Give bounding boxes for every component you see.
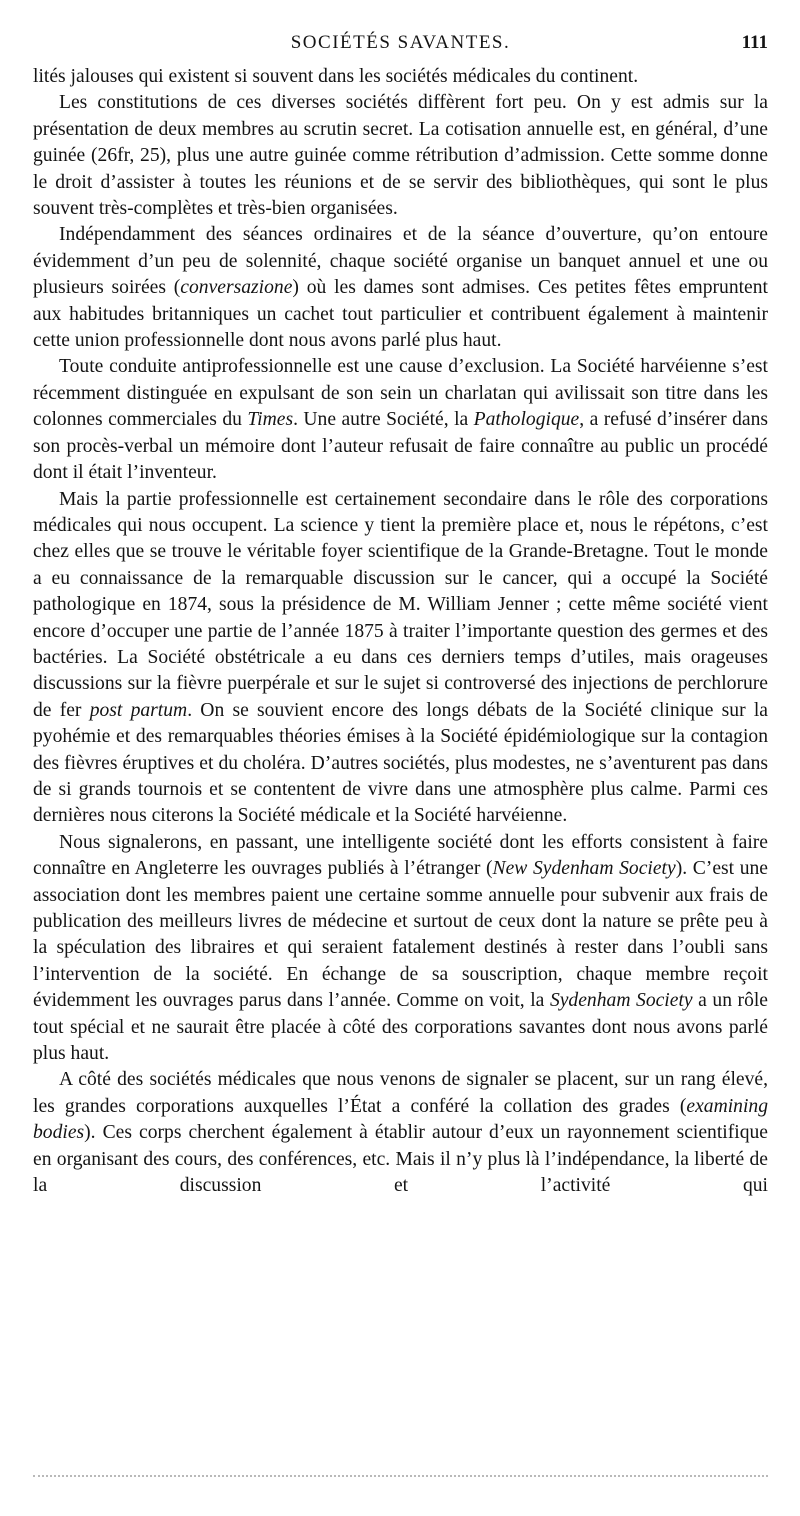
page-number: 111 [741,32,768,53]
italic-term: New Sydenham Society [492,858,676,880]
paragraph-continued: lités jalouses qui existent si souvent dans les sociétés médicales du continent. [33,66,639,87]
italic-term: post partum [89,699,188,721]
italic-term: Sydenham Society [549,990,693,1012]
italic-term: conversazione [180,277,293,299]
footer-dotted-rule [33,1475,768,1481]
italic-term: examining bodies [33,1095,768,1144]
paragraph-examining-bodies: A côté des sociétés médicales que nous venons de signaler se placent, sur un rang élevé, les grandes corporations auxquelles l’État a conféré la collation des grades (examining bodies). Ces corps cherchent également à établir autour d’eux un rayonnement scientifique en organisant des cours, des conférences, etc. Mais il n’y plus là l’indépendance, la liberté de la discussion et l’activité qui [33,1069,768,1197]
running-header [33,26,768,60]
page [33,26,768,1199]
paragraph-constitutions: Les constitutions de ces diverses sociétés diffèrent fort peu. On y est admis sur la présentation de deux membres au scrutin secret. La cotisation annuelle est, en général, d’une guinée (26fr, 25), plus une autre guinée comme rétribution d’admission. Cette somme donne le droit d’assister à toutes les réunions et de se servir des bibliothèques, qui sont le plus souvent très-complètes et très-bien organisées. [33,92,768,220]
body-text [33,64,768,1199]
italic-term: Pathologique [473,409,580,431]
paragraph-banquet: Indépendamment des séances ordinaires et de la séance d’ouverture, qu’on entoure évidemment d’un peu de solennité, chaque société organise un banquet annuel et une ou plusieurs soirées (conversazione) où les dames sont admises. Ces petites fêtes empruntent aux habitudes britanniques un cachet tout particulier et contribuent également à maintenir cette union professionnelle dont nous avons parlé plus haut. [33,224,768,352]
paragraph-sydenham: Nous signalerons, en passant, une intelligente société dont les efforts consistent à faire connaître en Angleterre les ouvrages publiés à l’étranger (New Sydenham Society). C’est une association dont les membres paient une certaine somme annuelle pour subvenir aux frais de publication des meilleurs livres de médecine et surtout de ceux dont la nature se prête peu à la spéculation des libraires et qui seraient fatalement destinés à rester dans l’oubli sans l’intervention de la société. En échange de sa souscription, chaque membre reçoit évidemment les ouvrages parus dans l’année. Comme on voit, la Sydenham Society a un rôle tout spécial et ne saurait être placée à côté des corporations savantes dont nous avons parlé plus haut. [33,831,769,1065]
running-title: SOCIÉTÉS SAVANTES. [290,32,511,53]
paragraph-exclusion: Toute conduite antiprofessionnelle est une cause d’exclusion. La Société harvéienne s’est récemment distinguée en expulsant de son sein un charlatan qui avilissait son titre dans les colonnes commerciales du Times. Une autre Société, la Pathologique, a refusé d’insérer dans son procès-verbal un mémoire dont l’auteur refusait de faire connaître au public un procédé dont il était l’inventeur. [33,356,768,484]
paragraph-science: Mais la partie professionnelle est certainement secondaire dans le rôle des corporations médicales qui nous occupent. La science y tient la première place et, nous le répétons, c’est chez elles que se trouve le véritable foyer scientifique de la Grande-Bretagne. Tout le monde a eu connaissance de la remarquable discussion sur le cancer, qui a occupé la Société pathologique en 1874, sous la présidence de M. William Jenner ; cette même société vient encore d’occuper une partie de l’année 1875 à traiter l’importante question des germes et des bactéries. La Société obstétricale a eu dans ces derniers temps d’utiles, mais orageuses discussions sur la fièvre puerpérale et sur le sujet si controversé des injections de perchlorure de fer post partum. On se souvient encore des longs débats de la Société clinique sur la pyohémie et des remarquables théories émises à la Société épidémiologique sur la contagion des fièvres éruptives et du choléra. D’autres sociétés, plus modestes, ne s’aventurent pas dans de si grands tournois et se contentent de vivre dans une atmosphère plus calme. Parmi ces dernières nous citerons la Société médicale et la Société harvéienne. [33,488,768,827]
italic-term: Times [247,409,294,431]
